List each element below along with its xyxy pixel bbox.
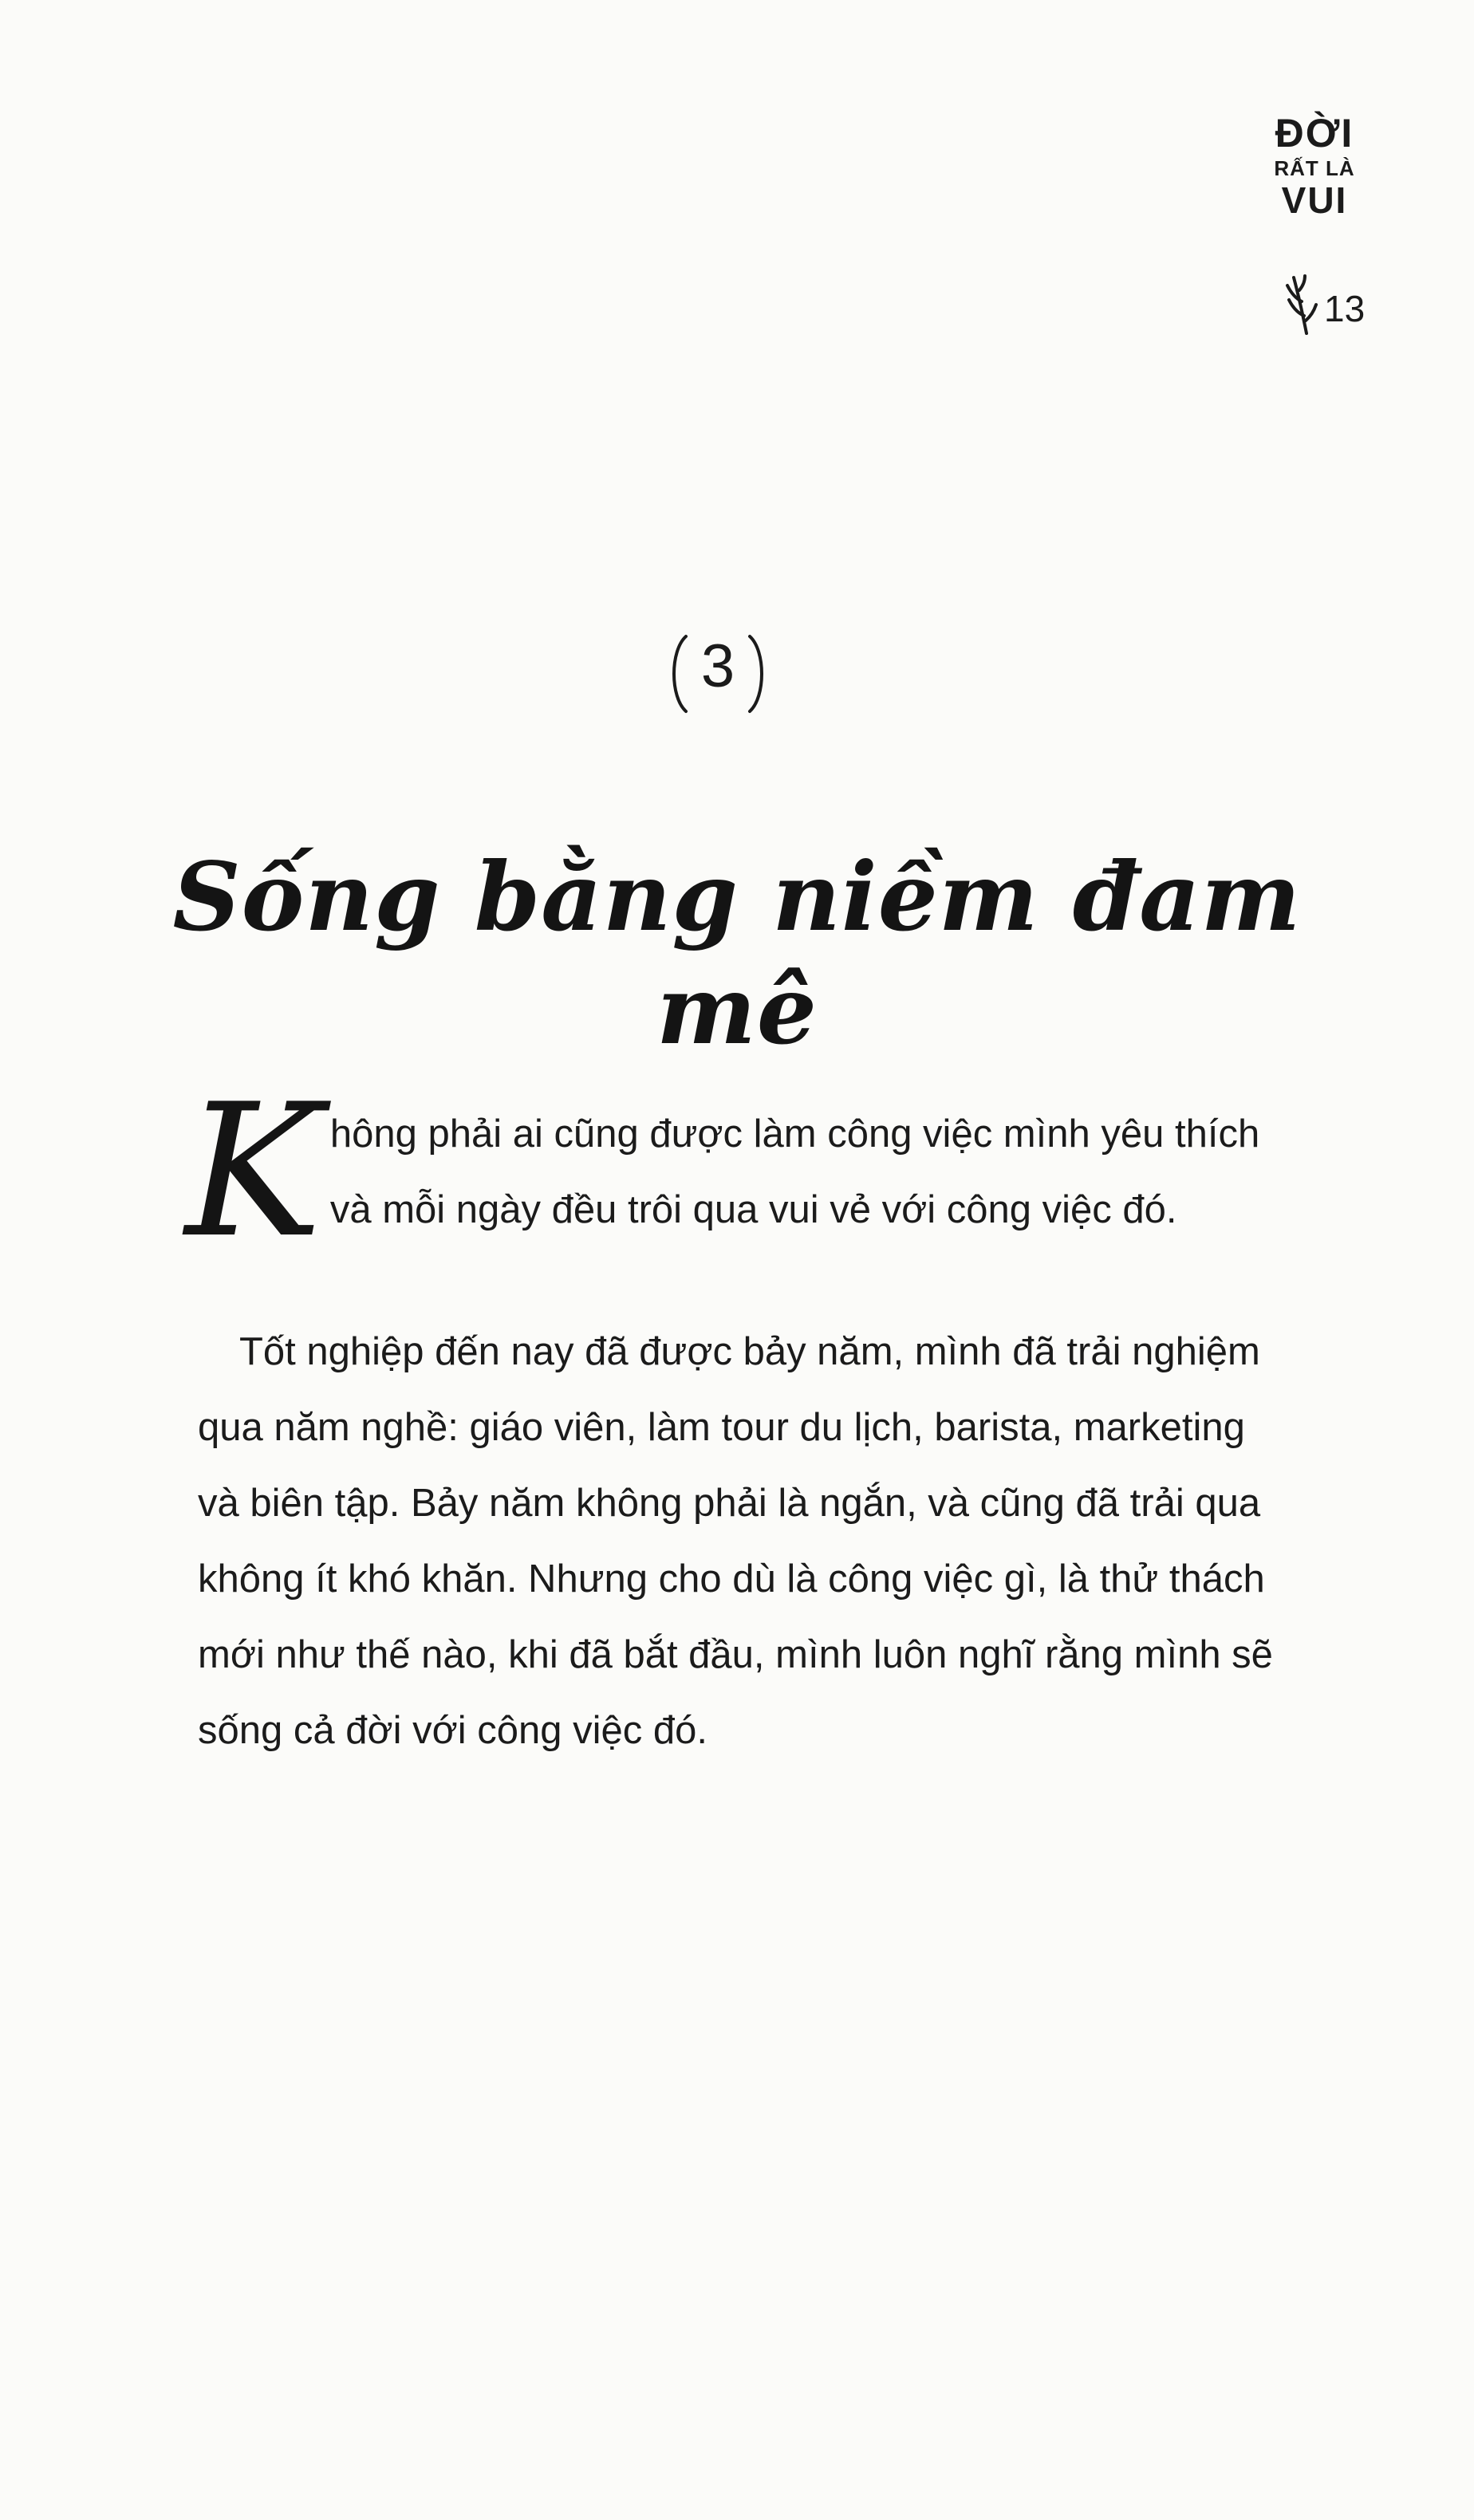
page-number-block <box>1283 270 1394 337</box>
page-number: 13 <box>1324 288 1366 329</box>
running-header <box>1251 113 1378 352</box>
paragraph-1-text: hông phải ai cũng được làm công việc mình yêu thích và mỗi ngày đều trôi qua vui vẻ với công việc đó. <box>329 1112 1260 1231</box>
leaf-sprig-icon <box>1283 270 1321 337</box>
drop-cap: K <box>185 1065 322 1278</box>
chapter-number: 3 <box>700 632 735 700</box>
body-text <box>185 1065 1276 1769</box>
running-header-line-2: RẤT LÀ <box>1274 156 1355 180</box>
chapter-number-badge <box>654 622 782 726</box>
running-header-line-1: ĐỜI <box>1275 111 1354 156</box>
paragraph-1 <box>185 1065 1276 1278</box>
running-header-line-3: VUI <box>1281 179 1348 221</box>
paragraph-2: Tốt nghiệp đến nay đã được bảy năm, mình đã trải nghiệm qua năm nghề: giáo viên, làm tour du lịch, barista, marketing và biên tập. Bảy năm không phải là ngắn, và cũng đã trải qua không ít khó khăn. Nhưng cho dù là công việc gì, là thử thách mới như thế nào, khi đã bắt đầu, mình luôn nghĩ rằng mình sẽ sống cả đời với công việc đó. <box>198 1330 1273 1752</box>
chapter-title: Sống bằng niềm đam mê <box>172 841 1302 1065</box>
